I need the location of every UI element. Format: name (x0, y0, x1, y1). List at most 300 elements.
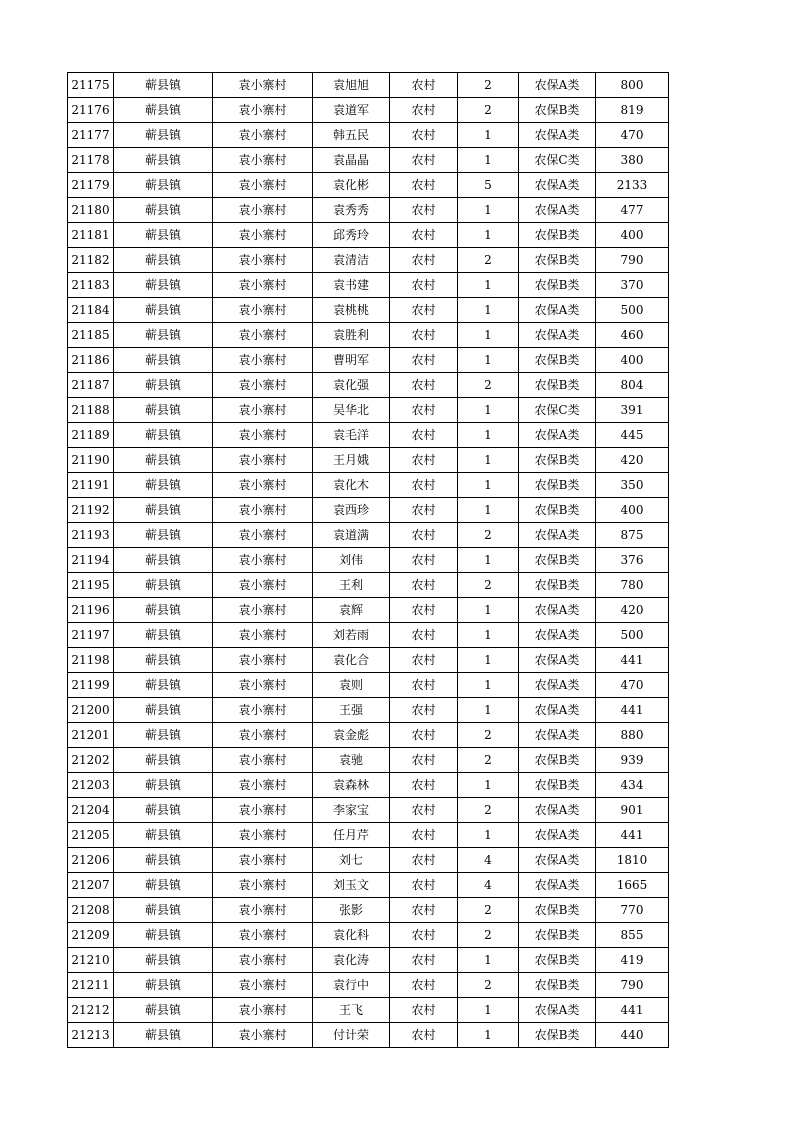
record-id-cell: 21181 (68, 223, 114, 248)
town-cell: 蕲县镇 (114, 898, 213, 923)
village-cell: 袁小寨村 (213, 423, 313, 448)
village-cell: 袁小寨村 (213, 798, 313, 823)
village-cell: 袁小寨村 (213, 98, 313, 123)
town-cell: 蕲县镇 (114, 623, 213, 648)
town-cell: 蕲县镇 (114, 673, 213, 698)
household-count-cell: 1 (458, 498, 519, 523)
name-cell: 袁化科 (313, 923, 390, 948)
category-cell: 农保B类 (519, 248, 596, 273)
category-cell: 农保B类 (519, 98, 596, 123)
amount-cell: 391 (596, 398, 669, 423)
area-type-cell: 农村 (390, 848, 458, 873)
table-row (68, 323, 669, 348)
household-count-cell: 2 (458, 748, 519, 773)
town-cell: 蕲县镇 (114, 373, 213, 398)
category-cell: 农保A类 (519, 123, 596, 148)
amount-cell: 819 (596, 98, 669, 123)
record-id-cell: 21178 (68, 148, 114, 173)
area-type-cell: 农村 (390, 98, 458, 123)
village-cell: 袁小寨村 (213, 198, 313, 223)
area-type-cell: 农村 (390, 423, 458, 448)
category-cell: 农保B类 (519, 573, 596, 598)
village-cell: 袁小寨村 (213, 1023, 313, 1048)
village-cell: 袁小寨村 (213, 848, 313, 873)
town-cell: 蕲县镇 (114, 548, 213, 573)
amount-cell: 790 (596, 973, 669, 998)
category-cell: 农保A类 (519, 673, 596, 698)
table-row (68, 173, 669, 198)
name-cell: 刘七 (313, 848, 390, 873)
table-row (68, 98, 669, 123)
table-row (68, 798, 669, 823)
name-cell: 袁秀秀 (313, 198, 390, 223)
household-count-cell: 1 (458, 273, 519, 298)
name-cell: 袁胜利 (313, 323, 390, 348)
name-cell: 袁桃桃 (313, 298, 390, 323)
household-count-cell: 1 (458, 148, 519, 173)
name-cell: 刘若雨 (313, 623, 390, 648)
household-count-cell: 1 (458, 223, 519, 248)
town-cell: 蕲县镇 (114, 973, 213, 998)
table-row (68, 823, 669, 848)
amount-cell: 350 (596, 473, 669, 498)
household-count-cell: 1 (458, 673, 519, 698)
town-cell: 蕲县镇 (114, 473, 213, 498)
name-cell: 刘伟 (313, 548, 390, 573)
household-count-cell: 1 (458, 473, 519, 498)
data-table (67, 72, 669, 1048)
household-count-cell: 1 (458, 648, 519, 673)
area-type-cell: 农村 (390, 973, 458, 998)
table-row (68, 973, 669, 998)
category-cell: 农保A类 (519, 623, 596, 648)
village-cell: 袁小寨村 (213, 873, 313, 898)
household-count-cell: 2 (458, 898, 519, 923)
record-id-cell: 21193 (68, 523, 114, 548)
area-type-cell: 农村 (390, 548, 458, 573)
village-cell: 袁小寨村 (213, 898, 313, 923)
area-type-cell: 农村 (390, 498, 458, 523)
amount-cell: 441 (596, 998, 669, 1023)
town-cell: 蕲县镇 (114, 748, 213, 773)
amount-cell: 376 (596, 548, 669, 573)
name-cell: 袁金彪 (313, 723, 390, 748)
table-row (68, 373, 669, 398)
table-row (68, 123, 669, 148)
household-count-cell: 1 (458, 598, 519, 623)
category-cell: 农保B类 (519, 548, 596, 573)
household-count-cell: 1 (458, 948, 519, 973)
name-cell: 王强 (313, 698, 390, 723)
household-count-cell: 2 (458, 798, 519, 823)
village-cell: 袁小寨村 (213, 673, 313, 698)
category-cell: 农保A类 (519, 698, 596, 723)
amount-cell: 2133 (596, 173, 669, 198)
village-cell: 袁小寨村 (213, 523, 313, 548)
table-row (68, 73, 669, 98)
amount-cell: 939 (596, 748, 669, 773)
town-cell: 蕲县镇 (114, 498, 213, 523)
household-count-cell: 1 (458, 823, 519, 848)
name-cell: 王飞 (313, 998, 390, 1023)
category-cell: 农保A类 (519, 173, 596, 198)
household-count-cell: 1 (458, 623, 519, 648)
amount-cell: 500 (596, 623, 669, 648)
name-cell: 袁道满 (313, 523, 390, 548)
amount-cell: 500 (596, 298, 669, 323)
record-id-cell: 21213 (68, 1023, 114, 1048)
table-row (68, 923, 669, 948)
village-cell: 袁小寨村 (213, 548, 313, 573)
category-cell: 农保B类 (519, 273, 596, 298)
area-type-cell: 农村 (390, 73, 458, 98)
table-row (68, 773, 669, 798)
name-cell: 邱秀玲 (313, 223, 390, 248)
area-type-cell: 农村 (390, 573, 458, 598)
record-id-cell: 21203 (68, 773, 114, 798)
village-cell: 袁小寨村 (213, 373, 313, 398)
town-cell: 蕲县镇 (114, 148, 213, 173)
town-cell: 蕲县镇 (114, 573, 213, 598)
category-cell: 农保B类 (519, 498, 596, 523)
table-row (68, 848, 669, 873)
town-cell: 蕲县镇 (114, 823, 213, 848)
category-cell: 农保A类 (519, 823, 596, 848)
category-cell: 农保A类 (519, 873, 596, 898)
town-cell: 蕲县镇 (114, 873, 213, 898)
village-cell: 袁小寨村 (213, 723, 313, 748)
village-cell: 袁小寨村 (213, 348, 313, 373)
area-type-cell: 农村 (390, 523, 458, 548)
category-cell: 农保C类 (519, 398, 596, 423)
village-cell: 袁小寨村 (213, 698, 313, 723)
record-id-cell: 21183 (68, 273, 114, 298)
household-count-cell: 5 (458, 173, 519, 198)
household-count-cell: 2 (458, 723, 519, 748)
town-cell: 蕲县镇 (114, 173, 213, 198)
name-cell: 袁毛洋 (313, 423, 390, 448)
amount-cell: 470 (596, 673, 669, 698)
category-cell: 农保B类 (519, 223, 596, 248)
record-id-cell: 21175 (68, 73, 114, 98)
household-count-cell: 1 (458, 448, 519, 473)
area-type-cell: 农村 (390, 273, 458, 298)
household-count-cell: 2 (458, 973, 519, 998)
category-cell: 农保A类 (519, 998, 596, 1023)
record-id-cell: 21205 (68, 823, 114, 848)
name-cell: 袁则 (313, 673, 390, 698)
area-type-cell: 农村 (390, 223, 458, 248)
name-cell: 刘玉文 (313, 873, 390, 898)
amount-cell: 855 (596, 923, 669, 948)
category-cell: 农保C类 (519, 148, 596, 173)
amount-cell: 460 (596, 323, 669, 348)
village-cell: 袁小寨村 (213, 823, 313, 848)
table-row (68, 998, 669, 1023)
name-cell: 袁旭旭 (313, 73, 390, 98)
name-cell: 袁化彬 (313, 173, 390, 198)
record-id-cell: 21208 (68, 898, 114, 923)
amount-cell: 400 (596, 498, 669, 523)
record-id-cell: 21200 (68, 698, 114, 723)
town-cell: 蕲县镇 (114, 923, 213, 948)
town-cell: 蕲县镇 (114, 773, 213, 798)
table-row (68, 598, 669, 623)
town-cell: 蕲县镇 (114, 223, 213, 248)
area-type-cell: 农村 (390, 723, 458, 748)
area-type-cell: 农村 (390, 323, 458, 348)
area-type-cell: 农村 (390, 298, 458, 323)
name-cell: 吴华北 (313, 398, 390, 423)
record-id-cell: 21202 (68, 748, 114, 773)
name-cell: 韩五民 (313, 123, 390, 148)
record-id-cell: 21210 (68, 948, 114, 973)
record-id-cell: 21192 (68, 498, 114, 523)
town-cell: 蕲县镇 (114, 123, 213, 148)
category-cell: 农保B类 (519, 898, 596, 923)
category-cell: 农保B类 (519, 773, 596, 798)
record-id-cell: 21204 (68, 798, 114, 823)
village-cell: 袁小寨村 (213, 498, 313, 523)
record-id-cell: 21206 (68, 848, 114, 873)
amount-cell: 420 (596, 598, 669, 623)
household-count-cell: 1 (458, 298, 519, 323)
record-id-cell: 21187 (68, 373, 114, 398)
table-row (68, 873, 669, 898)
record-id-cell: 21209 (68, 923, 114, 948)
amount-cell: 790 (596, 248, 669, 273)
town-cell: 蕲县镇 (114, 273, 213, 298)
area-type-cell: 农村 (390, 198, 458, 223)
area-type-cell: 农村 (390, 248, 458, 273)
area-type-cell: 农村 (390, 773, 458, 798)
amount-cell: 1810 (596, 848, 669, 873)
town-cell: 蕲县镇 (114, 248, 213, 273)
table-row (68, 448, 669, 473)
table-row (68, 698, 669, 723)
town-cell: 蕲县镇 (114, 98, 213, 123)
household-count-cell: 4 (458, 873, 519, 898)
area-type-cell: 农村 (390, 173, 458, 198)
category-cell: 农保A类 (519, 423, 596, 448)
household-count-cell: 2 (458, 73, 519, 98)
category-cell: 农保B类 (519, 948, 596, 973)
town-cell: 蕲县镇 (114, 598, 213, 623)
town-cell: 蕲县镇 (114, 698, 213, 723)
household-count-cell: 1 (458, 998, 519, 1023)
amount-cell: 1665 (596, 873, 669, 898)
name-cell: 袁化强 (313, 373, 390, 398)
category-cell: 农保B类 (519, 923, 596, 948)
household-count-cell: 1 (458, 773, 519, 798)
area-type-cell: 农村 (390, 748, 458, 773)
name-cell: 袁化木 (313, 473, 390, 498)
table-row (68, 298, 669, 323)
table-row (68, 223, 669, 248)
household-count-cell: 1 (458, 348, 519, 373)
table-row (68, 723, 669, 748)
record-id-cell: 21186 (68, 348, 114, 373)
amount-cell: 370 (596, 273, 669, 298)
name-cell: 袁辉 (313, 598, 390, 623)
village-cell: 袁小寨村 (213, 298, 313, 323)
village-cell: 袁小寨村 (213, 948, 313, 973)
town-cell: 蕲县镇 (114, 423, 213, 448)
household-count-cell: 1 (458, 323, 519, 348)
household-count-cell: 2 (458, 573, 519, 598)
household-count-cell: 1 (458, 198, 519, 223)
town-cell: 蕲县镇 (114, 848, 213, 873)
amount-cell: 770 (596, 898, 669, 923)
category-cell: 农保A类 (519, 798, 596, 823)
area-type-cell: 农村 (390, 948, 458, 973)
record-id-cell: 21194 (68, 548, 114, 573)
table-row (68, 1023, 669, 1048)
category-cell: 农保B类 (519, 473, 596, 498)
village-cell: 袁小寨村 (213, 123, 313, 148)
household-count-cell: 2 (458, 98, 519, 123)
record-id-cell: 21190 (68, 448, 114, 473)
category-cell: 农保A类 (519, 323, 596, 348)
amount-cell: 434 (596, 773, 669, 798)
name-cell: 袁森林 (313, 773, 390, 798)
area-type-cell: 农村 (390, 998, 458, 1023)
amount-cell: 380 (596, 148, 669, 173)
category-cell: 农保B类 (519, 348, 596, 373)
record-id-cell: 21191 (68, 473, 114, 498)
category-cell: 农保B类 (519, 448, 596, 473)
category-cell: 农保A类 (519, 298, 596, 323)
amount-cell: 477 (596, 198, 669, 223)
area-type-cell: 农村 (390, 373, 458, 398)
amount-cell: 445 (596, 423, 669, 448)
village-cell: 袁小寨村 (213, 323, 313, 348)
village-cell: 袁小寨村 (213, 448, 313, 473)
table-row (68, 498, 669, 523)
village-cell: 袁小寨村 (213, 473, 313, 498)
area-type-cell: 农村 (390, 123, 458, 148)
town-cell: 蕲县镇 (114, 998, 213, 1023)
name-cell: 付计荣 (313, 1023, 390, 1048)
record-id-cell: 21197 (68, 623, 114, 648)
area-type-cell: 农村 (390, 598, 458, 623)
table-row (68, 423, 669, 448)
village-cell: 袁小寨村 (213, 773, 313, 798)
village-cell: 袁小寨村 (213, 273, 313, 298)
name-cell: 曹明军 (313, 348, 390, 373)
area-type-cell: 农村 (390, 873, 458, 898)
area-type-cell: 农村 (390, 898, 458, 923)
table-row (68, 648, 669, 673)
table-row (68, 473, 669, 498)
record-id-cell: 21201 (68, 723, 114, 748)
amount-cell: 880 (596, 723, 669, 748)
category-cell: 农保A类 (519, 73, 596, 98)
town-cell: 蕲县镇 (114, 798, 213, 823)
village-cell: 袁小寨村 (213, 923, 313, 948)
name-cell: 王利 (313, 573, 390, 598)
table-row (68, 148, 669, 173)
table-row (68, 273, 669, 298)
record-id-cell: 21176 (68, 98, 114, 123)
town-cell: 蕲县镇 (114, 448, 213, 473)
household-count-cell: 1 (458, 423, 519, 448)
town-cell: 蕲县镇 (114, 723, 213, 748)
village-cell: 袁小寨村 (213, 223, 313, 248)
amount-cell: 441 (596, 648, 669, 673)
name-cell: 袁道军 (313, 98, 390, 123)
name-cell: 袁行中 (313, 973, 390, 998)
area-type-cell: 农村 (390, 923, 458, 948)
amount-cell: 901 (596, 798, 669, 823)
area-type-cell: 农村 (390, 823, 458, 848)
village-cell: 袁小寨村 (213, 748, 313, 773)
area-type-cell: 农村 (390, 398, 458, 423)
table-row (68, 673, 669, 698)
table-row (68, 548, 669, 573)
household-count-cell: 2 (458, 523, 519, 548)
record-id-cell: 21185 (68, 323, 114, 348)
village-cell: 袁小寨村 (213, 648, 313, 673)
town-cell: 蕲县镇 (114, 523, 213, 548)
village-cell: 袁小寨村 (213, 173, 313, 198)
record-id-cell: 21195 (68, 573, 114, 598)
amount-cell: 470 (596, 123, 669, 148)
record-id-cell: 21184 (68, 298, 114, 323)
record-id-cell: 21212 (68, 998, 114, 1023)
amount-cell: 800 (596, 73, 669, 98)
town-cell: 蕲县镇 (114, 648, 213, 673)
amount-cell: 419 (596, 948, 669, 973)
name-cell: 王月娥 (313, 448, 390, 473)
town-cell: 蕲县镇 (114, 398, 213, 423)
area-type-cell: 农村 (390, 348, 458, 373)
name-cell: 袁驰 (313, 748, 390, 773)
table-row (68, 523, 669, 548)
category-cell: 农保A类 (519, 848, 596, 873)
table-row (68, 348, 669, 373)
village-cell: 袁小寨村 (213, 248, 313, 273)
area-type-cell: 农村 (390, 1023, 458, 1048)
amount-cell: 441 (596, 823, 669, 848)
town-cell: 蕲县镇 (114, 1023, 213, 1048)
category-cell: 农保B类 (519, 373, 596, 398)
category-cell: 农保A类 (519, 198, 596, 223)
name-cell: 袁书建 (313, 273, 390, 298)
village-cell: 袁小寨村 (213, 398, 313, 423)
household-count-cell: 1 (458, 698, 519, 723)
table-row (68, 398, 669, 423)
area-type-cell: 农村 (390, 448, 458, 473)
household-count-cell: 2 (458, 923, 519, 948)
amount-cell: 804 (596, 373, 669, 398)
table-row (68, 248, 669, 273)
household-count-cell: 4 (458, 848, 519, 873)
table-row (68, 623, 669, 648)
village-cell: 袁小寨村 (213, 73, 313, 98)
village-cell: 袁小寨村 (213, 598, 313, 623)
amount-cell: 440 (596, 1023, 669, 1048)
table-row (68, 198, 669, 223)
town-cell: 蕲县镇 (114, 298, 213, 323)
category-cell: 农保A类 (519, 723, 596, 748)
amount-cell: 875 (596, 523, 669, 548)
name-cell: 袁化合 (313, 648, 390, 673)
table-row (68, 898, 669, 923)
village-cell: 袁小寨村 (213, 573, 313, 598)
household-count-cell: 2 (458, 373, 519, 398)
record-id-cell: 21207 (68, 873, 114, 898)
